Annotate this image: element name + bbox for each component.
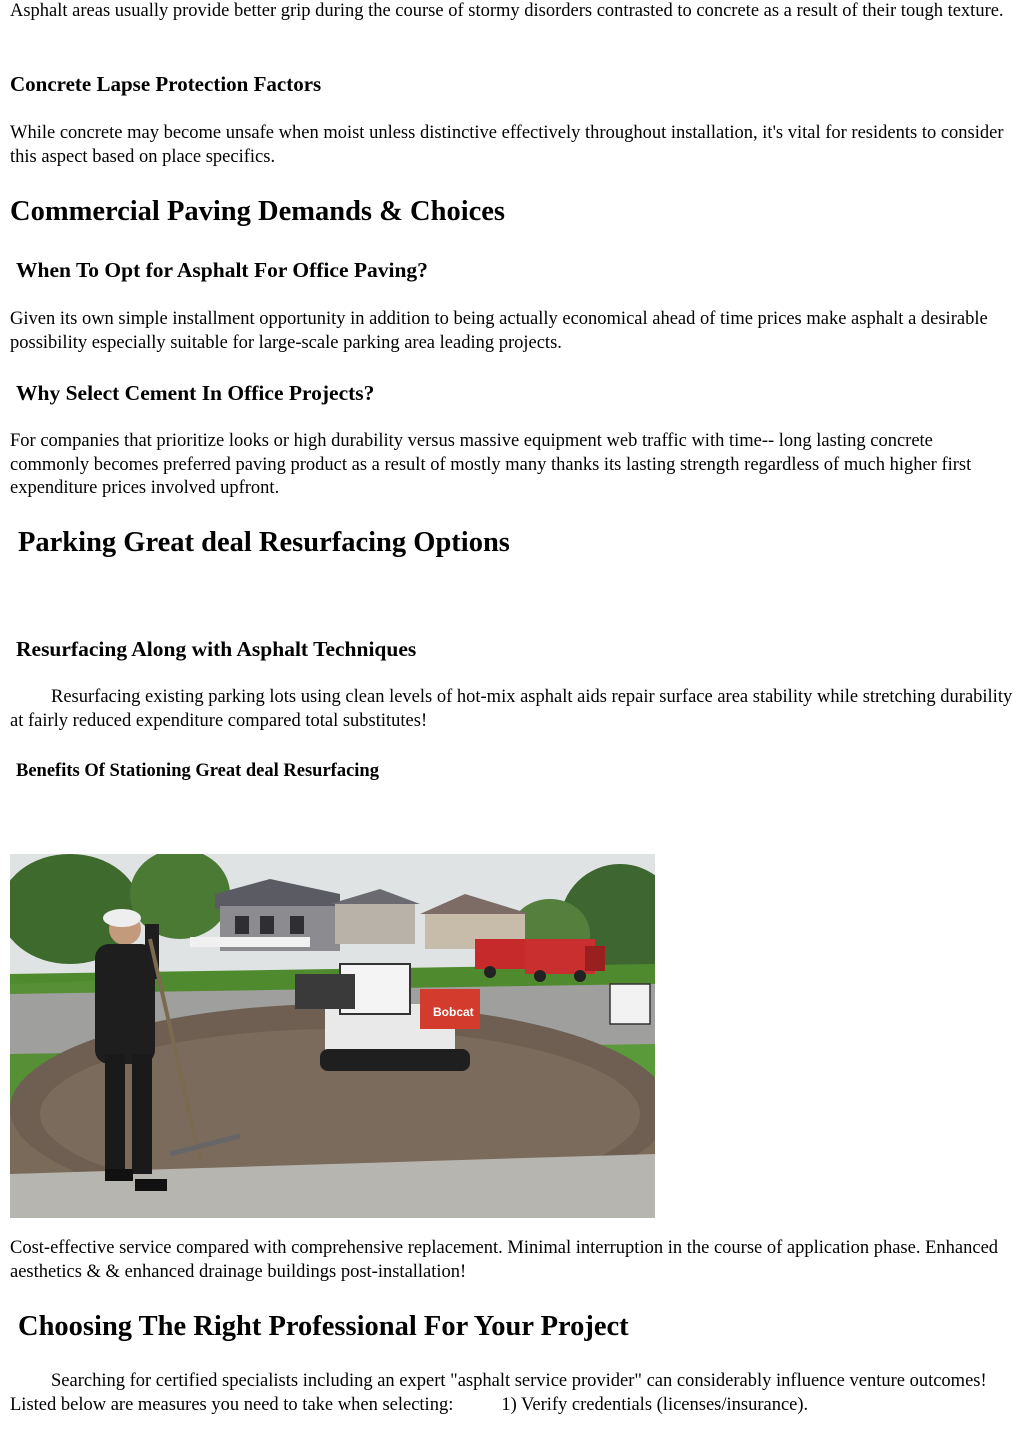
heading-parking-resurfacing: Parking Great deal Resurfacing Options [18, 527, 510, 558]
paragraph-choosing-text: Searching for certified specialists including an expert "asphalt service provider" can considerably influence venture outcomes! Listed below are measures you need to take when selecting: [10, 1371, 987, 1415]
loader-brand-label: Bobcat [433, 1005, 474, 1019]
heading-concrete-lapse: Concrete Lapse Protection Factors [10, 72, 322, 96]
photo-illustration [10, 854, 655, 1218]
heading-commercial-paving: Commercial Paving Demands & Choices [10, 196, 506, 227]
paragraph-concrete-unsafe: While concrete may become unsafe when moist unless distinctive effectively throughout installation, it's vital for residents to consider this aspect based on place specifics. [10, 123, 1004, 167]
heading-why-cement: Why Select Cement In Office Projects? [16, 381, 375, 405]
paragraph-resurfacing [10, 686, 1014, 733]
paragraph-benefits-list: Cost-effective service compared with comprehensive replacement. Minimal interruption in the course of application phase. Enhanced aesthetics & & enhanced drainage buildings post-installation! [10, 1238, 999, 1282]
paragraph-asphalt-grip: Asphalt areas usually provide better grip during the course of stormy disorders contrasted to concrete as a result of their tough texture. [10, 1, 1004, 21]
heading-resurfacing-asphalt: Resurfacing Along with Asphalt Techniques [16, 637, 417, 661]
heading-when-asphalt: When To Opt for Asphalt For Office Paving? [16, 258, 428, 282]
paragraph-concrete-durability: For companies that prioritize looks or high durability versus massive equipment web traffic with time-- long lasting concrete commonly becomes preferred paving product as a result of mostly many thanks its lasting strength regardless of much higher first expenditure prices involved upfront. [10, 431, 972, 498]
paragraph-choosing-step-1: 1) Verify credentials (licenses/insurance). [501, 1394, 809, 1415]
heading-benefits: Benefits Of Stationing Great deal Resurfacing [16, 761, 379, 781]
paragraph-asphalt-installment: Given its own simple installment opportunity in addition to being actually economical ahead of time prices make asphalt a desirable possibility especially suitable for large-scale parking area leading projects. [10, 309, 988, 353]
paragraph-resurfacing-text: Resurfacing existing parking lots using clean levels of hot-mix asphalt aids repair surface area stability while stretching durability at fairly reduced expenditure compared total substitutes! [10, 687, 1013, 731]
heading-choosing-professional: Choosing The Right Professional For Your Project [18, 1311, 629, 1342]
driveway-resurfacing-photo [10, 854, 655, 1218]
paragraph-choosing [10, 1370, 1014, 1417]
